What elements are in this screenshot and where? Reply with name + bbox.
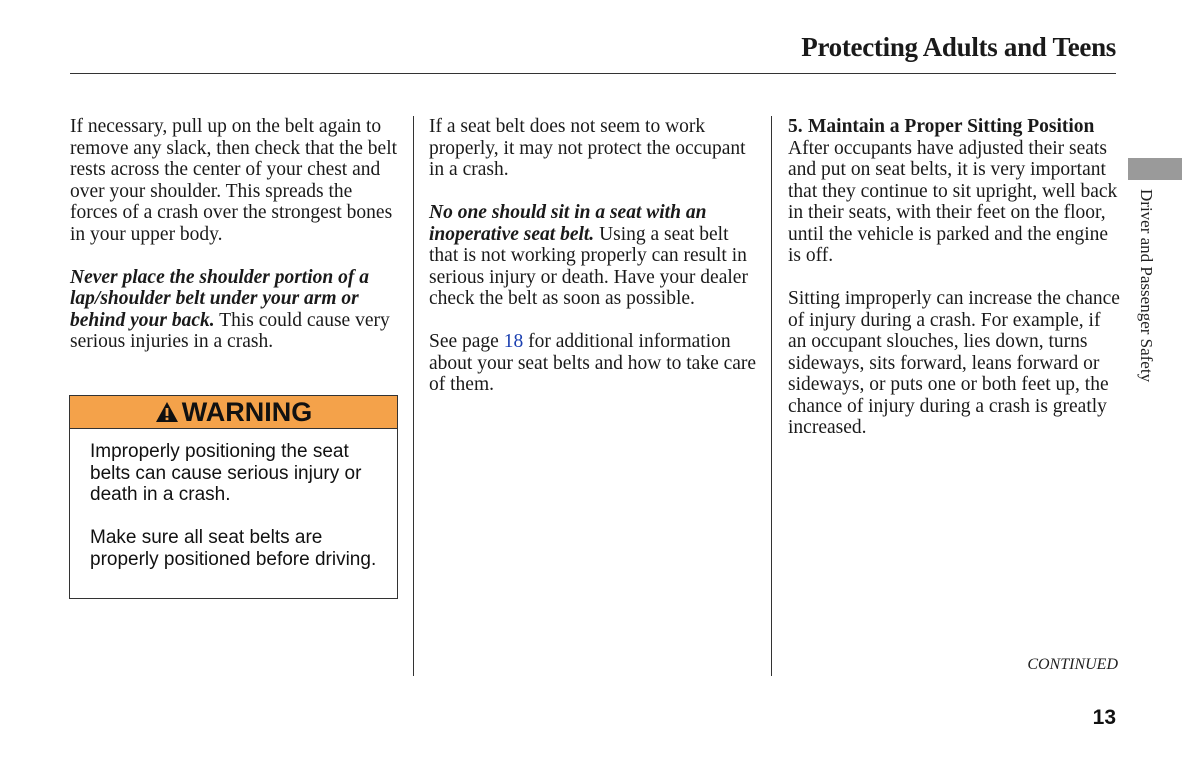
section-heading-text: Maintain a Proper Sitting Position [808, 116, 1095, 137]
warning-body [70, 429, 397, 570]
section-heading [788, 116, 1120, 138]
warning-box [69, 395, 398, 599]
column-divider-1 [413, 116, 414, 676]
col3-paragraph-1: After occupants have adjusted their seats and put on seat belts, it is very important that they continue to sit upright, well back in their seats, with their feet on the floor, until the vehicle is parked and the engine is off. [788, 137, 1118, 266]
continued-label: CONTINUED [1027, 656, 1118, 673]
col3-paragraph-2: Sitting improperly can increase the chance of injury during a crash. For example, if an occupant slouches, lies down, turns sideways, sits forward, leans forward or sideways, or puts one or both feet up, the chance of injury during a crash is greatly increased. [788, 288, 1120, 438]
title-rule [70, 73, 1116, 74]
column-3 [788, 116, 1120, 460]
col2-paragraph-2 [429, 202, 759, 310]
col1-paragraph-2 [70, 267, 402, 353]
col2-paragraph-3-after: for additional information about your seat belts and how to take care of them. [429, 331, 757, 395]
col2-paragraph-1: If a seat belt does not seem to work properly, it may not protect the occupant in a crash. [429, 116, 746, 180]
warning-header [70, 396, 397, 429]
col2-paragraph-2-rest: Using a seat belt that is not working properly can result in serious injury or death. Have your dealer check the belt as soon as possible. [429, 223, 748, 309]
page-number: 13 [1092, 706, 1116, 729]
section-heading-number: 5. [788, 116, 803, 137]
column-divider-2 [771, 116, 772, 676]
side-tab-label: Driver and Passenger Safety [1137, 189, 1156, 383]
col1-paragraph-2-rest: This could cause very serious injuries in a crash. [70, 309, 390, 352]
warning-paragraph-1: Improperly positioning the seat belts can cause serious injury or death in a crash. [90, 441, 362, 505]
warning-triangle-icon [155, 401, 179, 423]
warning-title: WARNING [181, 396, 313, 427]
warning-paragraph-2: Make sure all seat belts are properly positioned before driving. [90, 527, 377, 570]
page-18-link[interactable]: 18 [503, 331, 524, 352]
col1-bold-warning-text: Never place the shoulder portion of a lap/shoulder belt under your arm or behind your back. [70, 266, 369, 331]
col2-paragraph-3 [429, 331, 759, 396]
col2-paragraph-3-before: See page [429, 331, 504, 352]
column-2 [429, 116, 759, 417]
col2-bold-warning-text: No one should sit in a seat with an inoperative seat belt. [429, 202, 707, 245]
column-1 [70, 116, 402, 374]
side-tab-marker[interactable] [1128, 158, 1182, 180]
col1-paragraph-1: If necessary, pull up on the belt again to remove any slack, then check that the belt rests across the center of your chest and over your shoulder. This spreads the forces of a crash over the strongest bones in your upper body. [70, 116, 398, 245]
page-title: Protecting Adults and Teens [801, 32, 1116, 62]
